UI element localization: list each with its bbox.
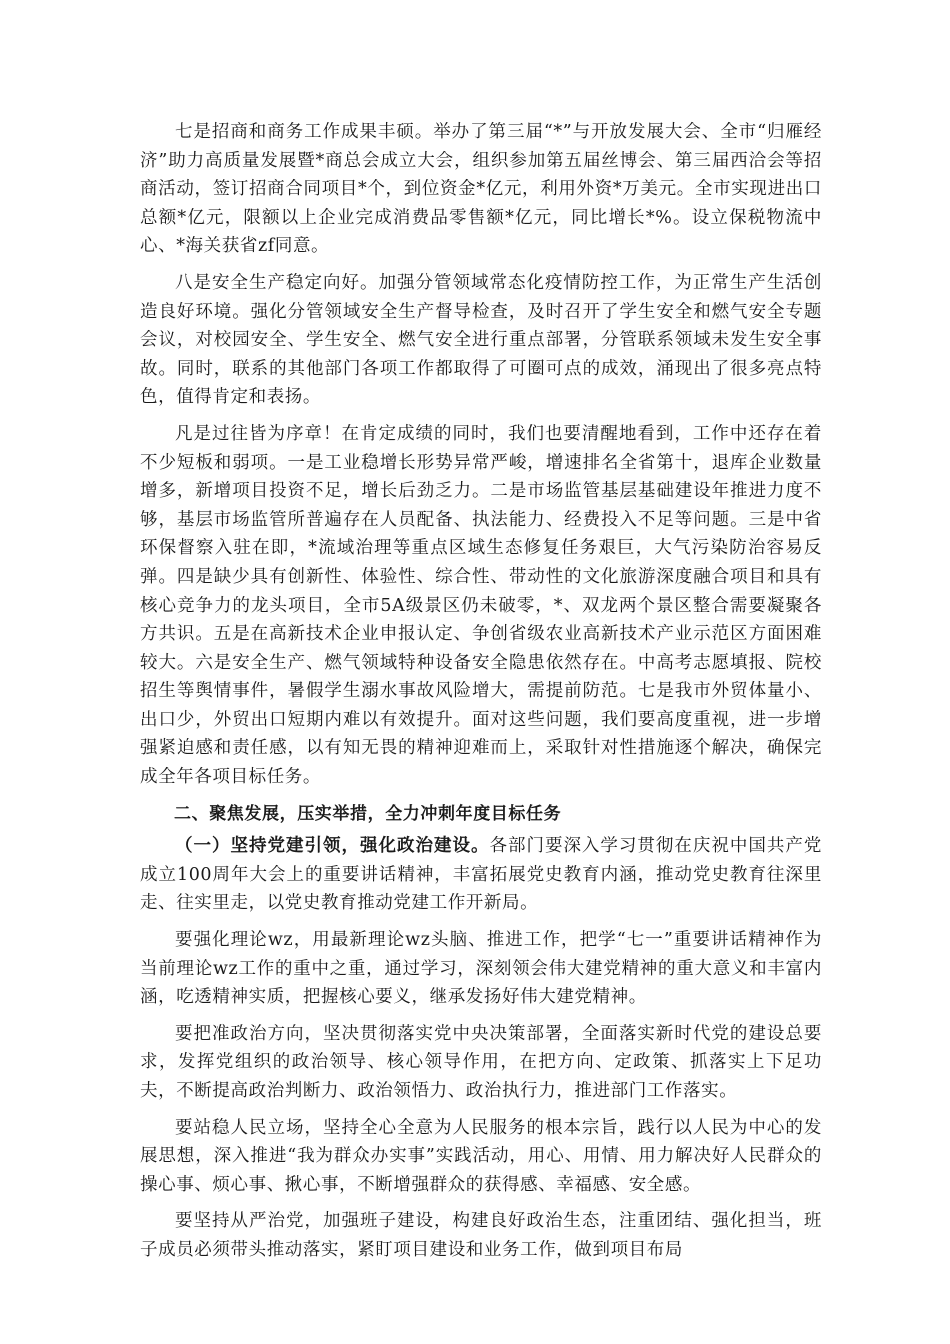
subsection-heading: （一）坚持党建引领，强化政治建设。 <box>175 836 490 857</box>
paragraph-investment: 七是招商和商务工作成果丰硕。举办了第三届“*”与开放发展大会、全市“归雁经济”助力高质量发展暨*商总会成立大会，组织参加第五届丝博会、第三届西洽会等招商活动，签订招商合同项目*个，到位资金*亿元，利用外资*万美元。全市实现进出口总额*亿元，限额以上企业完成消费品零售额*亿元，同比增长*%。设立保税物流中心、*海关获省zf同意。 <box>140 122 822 257</box>
paragraph-people-stance: 要站稳人民立场，坚持全心全意为人民服务的根本宗旨，践行以人民为中心的发展思想，深入推进“我为群众办实事”实践活动，用心、用情、用力解决好人民群众的操心事、烦心事、揪心事，不断增强群众的获得感、幸福感、安全感。 <box>140 1117 822 1195</box>
section-heading: 二、聚焦发展，压实举措，全力冲刺年度目标任务 <box>174 803 562 824</box>
document-body <box>140 118 822 1273</box>
paragraph-theory: 要强化理论wz，用最新理论wz头脑、推进工作，把学“七一”重要讲话精神作为当前理论wz工作的重中之重，通过学习，深刻领会伟大建党精神的重大意义和丰富内涵，吃透精神实质，把握核心要义，继承发扬好伟大建党精神。 <box>140 930 822 1008</box>
paragraph-strict-governance: 要坚持从严治党，加强班子建设，构建良好政治生态，注重团结、强化担当，班子成员必须带头推动落实，紧盯项目建设和业务工作，做到项目布局 <box>140 1211 822 1260</box>
paragraph-political-direction: 要把准政治方向，坚决贯彻落实党中央决策部署，全面落实新时代党的建设总要求，发挥党组织的政治领导、核心领导作用，在把方向、定政策、抓落实上下足功夫，不断提高政治判断力、政治领悟力、政治执行力，推进部门工作落实。 <box>140 1023 822 1101</box>
paragraph-safety: 八是安全生产稳定向好。加强分管领域常态化疫情防控工作，为正常生产生活创造良好环境。强化分管领域安全生产督导检查，及时召开了学生安全和燃气安全专题会议，对校园安全、学生安全、燃气安全进行重点部署，分管联系领域未发生安全事故。同时，联系的其他部门各项工作都取得了可圈可点的成效，涌现出了很多亮点特色，值得肯定和表扬。 <box>140 272 822 408</box>
paragraph-shortcomings: 凡是过往皆为序章！在肯定成绩的同时，我们也要清醒地看到，工作中还存在着不少短板和弱项。一是工业稳增长形势异常严峻，增速排名全省第十，退库企业数量增多，新增项目投资不足，增长后劲乏力。二是市场监管基层基础建设年推进力度不够，基层市场监管所普遍存在人员配备、执法能力、经费投入不足等问题。三是中省环保督察入驻在即，*流域治理等重点区域生态修复任务艰巨，大气污染防治容易反弹。四是缺少具有创新性、体验性、综合性、带动性的文化旅游深度融合项目和具有核心竞争力的龙头项目，全市5A级景区仍未破零，*、双龙两个景区整合需要凝聚各方共识。五是在高新技术企业申报认定、争创省级农业高新技术产业示范区方面困难较大。六是安全生产、燃气领域特种设备安全隐患依然存在。中高考志愿填报、院校招生等舆情事件，暑假学生溺水事故风险增大，需提前防范。七是我市外贸体量小、出口少，外贸出口短期内难以有效提升。面对这些问题，我们要高度重视，进一步增强紧迫感和责任感，以有知无畏的精神迎难而上，采取针对性措施逐个解决，确保完成全年各项目标任务。 <box>140 423 822 788</box>
paragraph-party-building-text: 各部门要深入学习贯彻在庆祝中国共产党成立100周年大会上的重要讲话精神，丰富拓展党史教育内涵，推动党史教育往深里走、往实里走，以党史教育推动党建工作开新局。 <box>140 836 822 914</box>
paragraph-party-building <box>140 832 822 918</box>
